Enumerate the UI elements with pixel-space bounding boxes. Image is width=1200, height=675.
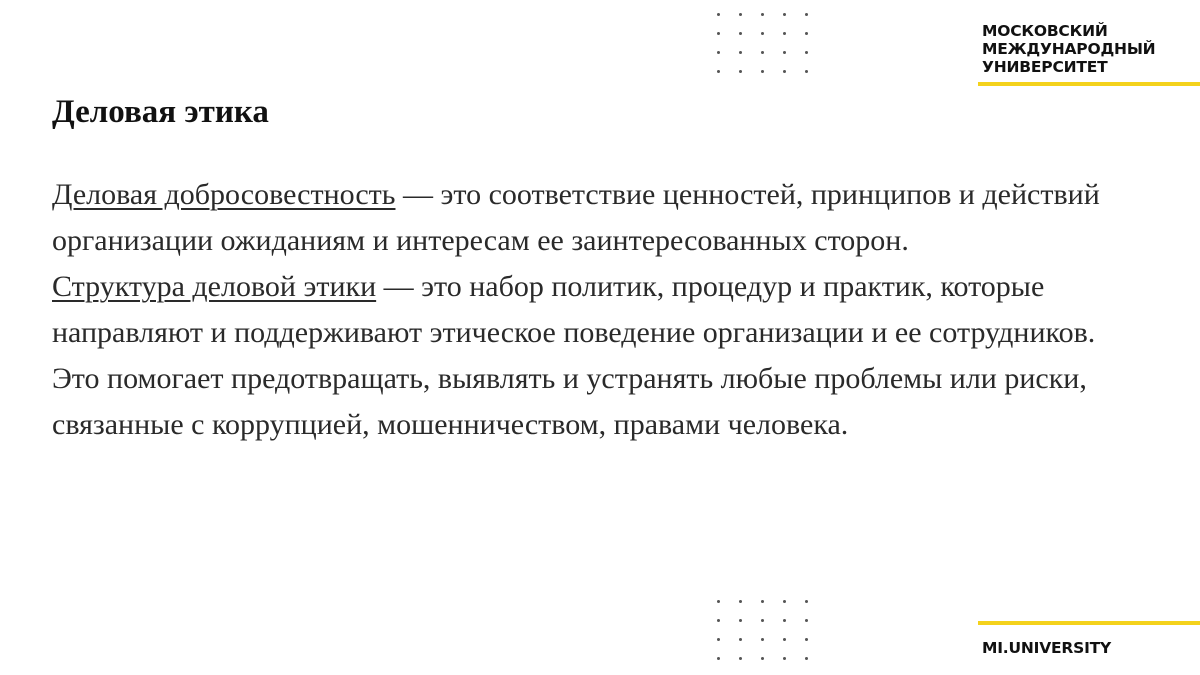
decorative-dot (739, 619, 742, 622)
slide-title: Деловая этика (52, 94, 269, 130)
decorative-dot (761, 51, 764, 54)
footer-url: MI.UNIVERSITY (982, 639, 1112, 657)
decorative-dot (761, 619, 764, 622)
decorative-dot (739, 600, 742, 603)
decorative-dot (783, 619, 786, 622)
decorative-dot (739, 657, 742, 660)
decorative-dot (717, 619, 720, 622)
decorative-dot (761, 70, 764, 73)
decorative-dot (717, 13, 720, 16)
decorative-dot (805, 32, 808, 35)
logo-line-3: УНИВЕРСИТЕТ (982, 58, 1108, 76)
decorative-dot (717, 638, 720, 641)
decorative-dot (783, 600, 786, 603)
decorative-dot (761, 657, 764, 660)
accent-bar-bottom (978, 621, 1200, 625)
decorative-dot (783, 13, 786, 16)
decorative-dot (717, 51, 720, 54)
decorative-dot (805, 638, 808, 641)
decorative-dot (761, 32, 764, 35)
decorative-dot (739, 51, 742, 54)
decorative-dot (761, 600, 764, 603)
term-business-integrity: Деловая добросовестность (52, 178, 396, 211)
decorative-dot (805, 70, 808, 73)
logo-line-2: МЕЖДУНАРОДНЫЙ (982, 40, 1156, 58)
decorative-dot (805, 619, 808, 622)
decorative-dot (783, 51, 786, 54)
university-logo (982, 22, 1155, 76)
decorative-dot (717, 657, 720, 660)
paragraph-ethics-structure (52, 264, 1132, 448)
decorative-dot (717, 70, 720, 73)
accent-bar-top (978, 82, 1200, 86)
decorative-dot-grid-bottom (717, 600, 809, 660)
decorative-dot (805, 657, 808, 660)
paragraph-integrity (52, 172, 1132, 264)
decorative-dot (739, 638, 742, 641)
decorative-dot (717, 32, 720, 35)
definition-ethics-structure: — это набор политик, процедур и практик, которые направляют и поддерживают этическое поведение организации и ее сотрудников. Это помогает предотвращать, выявлять и устранять любые проблемы или риски, связанные с коррупцией, мошенничеством, правами человека. (52, 270, 1096, 441)
slide-body (52, 172, 1132, 448)
decorative-dot (739, 13, 742, 16)
decorative-dot (783, 657, 786, 660)
decorative-dot (783, 70, 786, 73)
logo-line-1: МОСКОВСКИЙ (982, 22, 1108, 40)
decorative-dot (805, 600, 808, 603)
decorative-dot (805, 13, 808, 16)
decorative-dot (739, 70, 742, 73)
decorative-dot-grid-top (717, 13, 809, 73)
decorative-dot (761, 638, 764, 641)
decorative-dot (717, 600, 720, 603)
decorative-dot (783, 32, 786, 35)
decorative-dot (805, 51, 808, 54)
term-ethics-structure: Структура деловой этики (52, 270, 377, 303)
decorative-dot (739, 32, 742, 35)
decorative-dot (783, 638, 786, 641)
decorative-dot (761, 13, 764, 16)
definition-business-integrity: — это соответствие ценностей, принципов и действий организации ожиданиям и интересам ее заинтересованных сторон. (52, 178, 1100, 257)
